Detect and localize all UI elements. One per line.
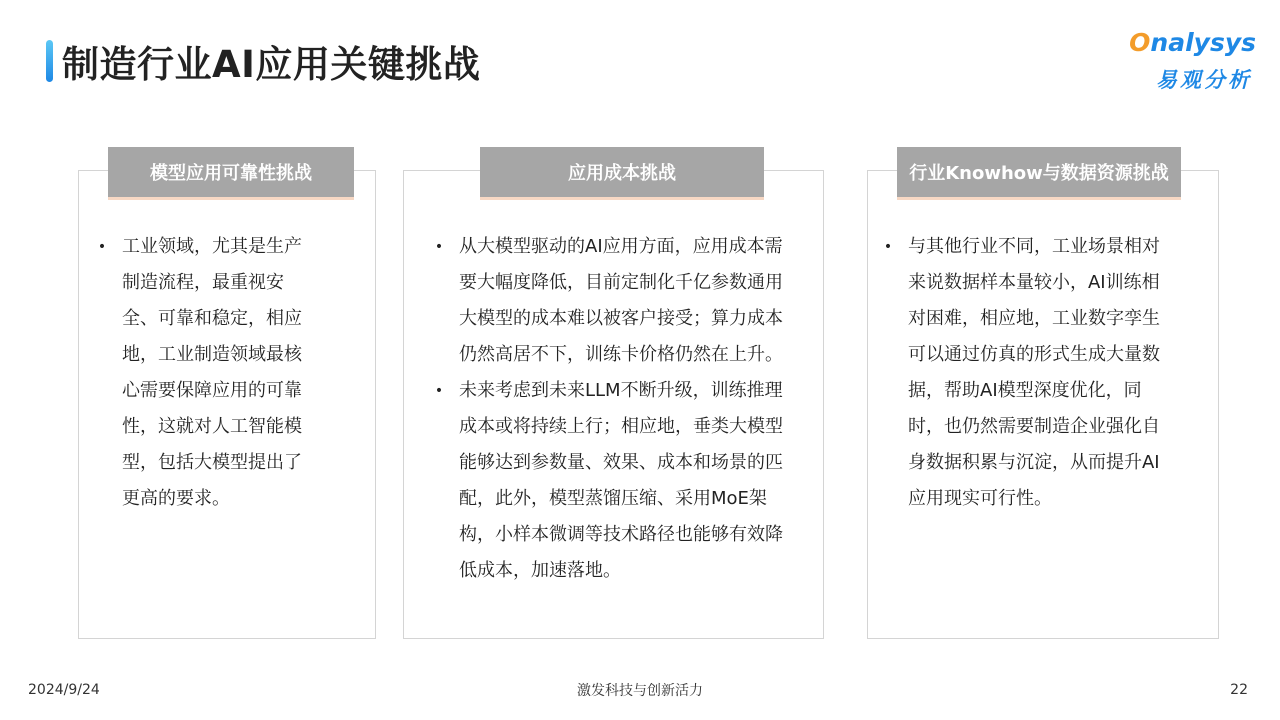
logo-chinese: 易观分析 [1156, 68, 1252, 92]
bullet-item [429, 373, 799, 589]
card-reliability [78, 163, 376, 639]
bullet-item [878, 229, 1176, 517]
logo-o-mark: O [1129, 28, 1151, 57]
bullet-dot: • [883, 239, 893, 255]
bullet-list [92, 229, 314, 517]
bullet-text: 从大模型驱动的AI应用方面，应用成本需要大幅度降低，目前定制化千亿参数通用大模型的成本难以被客户接受；算力成本仍然高居不下，训练卡价格仍然在上升。 [459, 236, 783, 365]
footer-slogan: 激发科技与创新活力 [577, 683, 703, 699]
bullet-dot: • [97, 239, 107, 255]
bullet-text: 工业领域，尤其是生产制造流程，最重视安全、可靠和稳定，相应地，工业制造领域最核心需要保障应用的可靠性，这就对人工智能模型，包括大模型提出了更高的要求。 [122, 236, 302, 509]
analysys-logo [1126, 28, 1256, 98]
card-knowhow-data [867, 163, 1219, 639]
bullet-list [878, 229, 1176, 517]
bullet-item [92, 229, 314, 517]
card-header-knowhow-data: 行业Knowhow与数据资源挑战 [897, 147, 1181, 197]
bullet-list [429, 229, 799, 589]
bullet-item [429, 229, 799, 373]
logo-english [1129, 28, 1256, 57]
page-number: 22 [1230, 682, 1248, 698]
page-title: 制造行业AI应用关键挑战 [62, 43, 481, 86]
bullet-dot: • [434, 239, 444, 255]
card-header-reliability: 模型应用可靠性挑战 [108, 147, 354, 197]
bullet-dot: • [434, 383, 444, 399]
card-cost [403, 163, 824, 639]
card-header-cost: 应用成本挑战 [480, 147, 764, 197]
logo-english-text: nalysys [1150, 28, 1256, 57]
footer-date: 2024/9/24 [28, 682, 100, 698]
bullet-text: 未来考虑到未来LLM不断升级，训练推理成本或将持续上行；相应地，垂类大模型能够达到参数量、效果、成本和场景的匹配，此外，模型蒸馏压缩、采用MoE架构，小样本微调等技术路径也能够有效降低成本，加速落地。 [459, 380, 783, 581]
title-accent-bar [46, 40, 53, 82]
bullet-text: 与其他行业不同，工业场景相对来说数据样本量较小，AI训练相对困难，相应地，工业数字孪生可以通过仿真的形式生成大量数据，帮助AI模型深度优化，同时，也仍然需要制造企业强化自身数据积累与沉淀，从而提升AI应用现实可行性。 [908, 236, 1160, 509]
